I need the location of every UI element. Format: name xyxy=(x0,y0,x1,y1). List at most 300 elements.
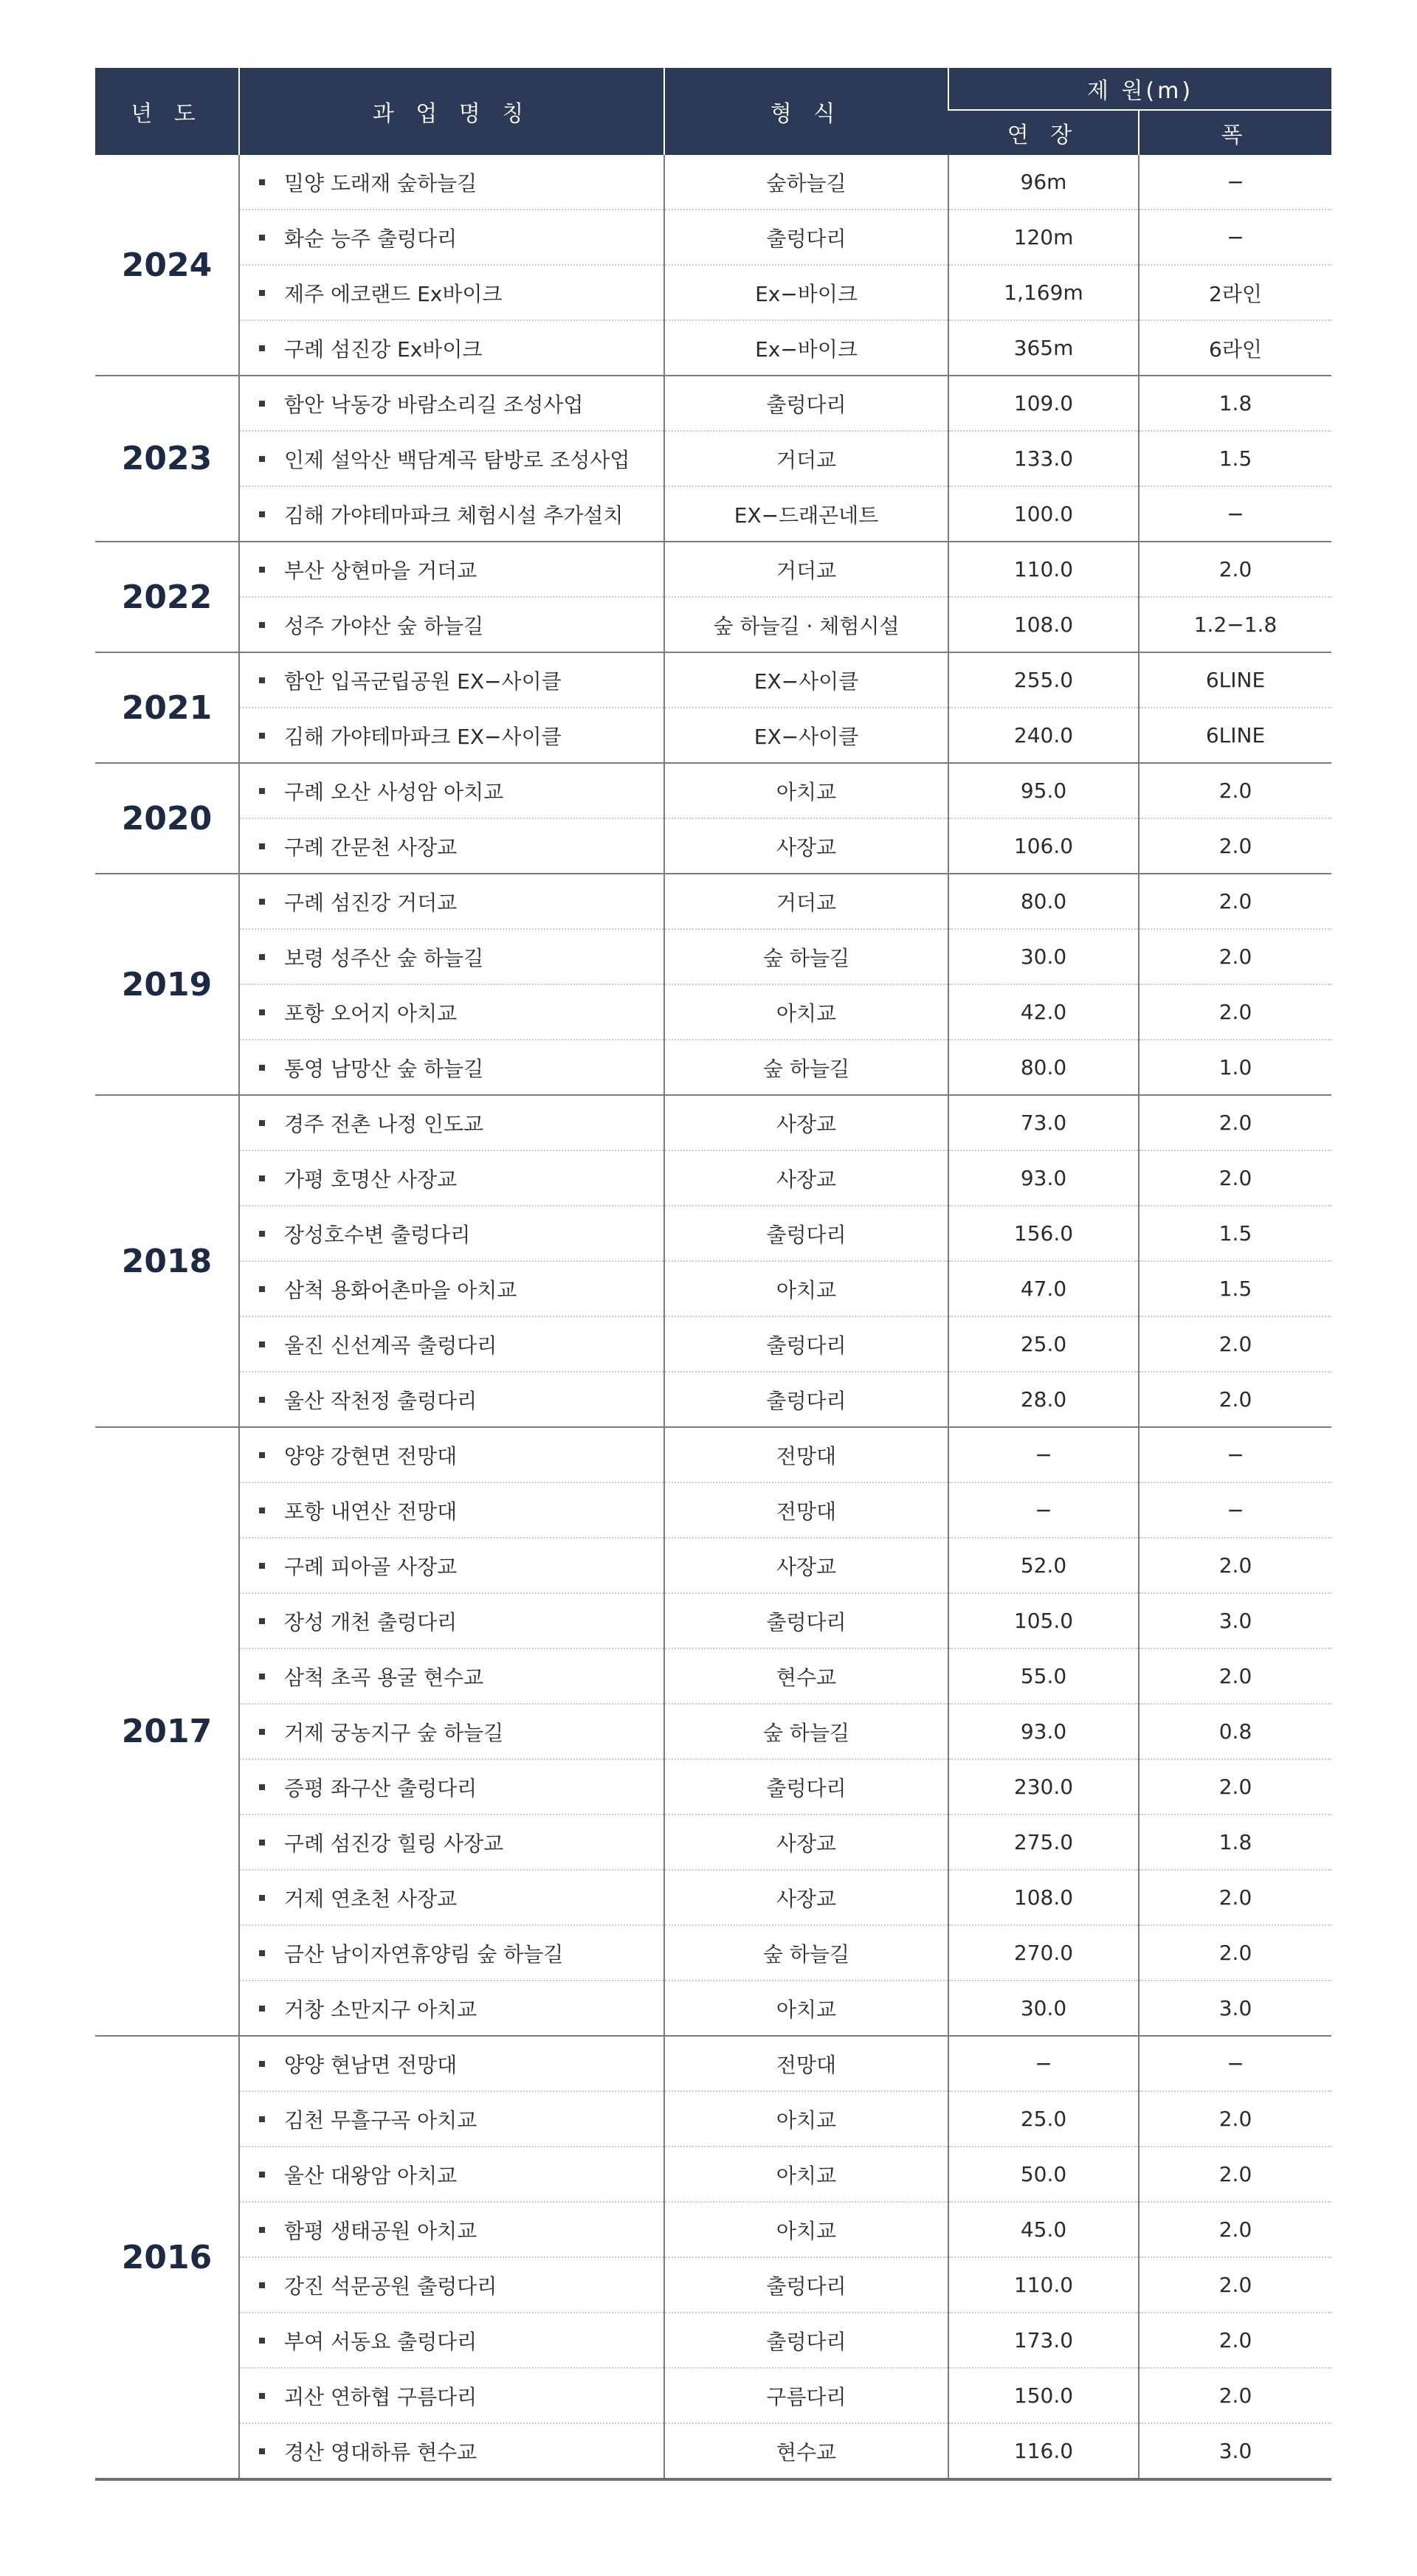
project-name: 밀양 도래재 숲하늘길 xyxy=(284,170,477,196)
bullet-icon xyxy=(259,1341,265,1347)
project-name-cell xyxy=(239,1648,664,1704)
project-name-cell xyxy=(239,2036,664,2091)
length-cell: 28.0 xyxy=(948,1372,1139,1427)
project-name: 제주 에코랜드 Ex바이크 xyxy=(284,281,503,306)
project-name: 양양 강현면 전망대 xyxy=(284,1443,458,1468)
width-cell: 6LINE xyxy=(1139,708,1331,763)
bullet-icon xyxy=(259,1452,265,1458)
project-name-cell xyxy=(239,2368,664,2423)
width-cell: − xyxy=(1139,1427,1331,1482)
length-cell: 133.0 xyxy=(948,431,1139,486)
length-cell: 93.0 xyxy=(948,1150,1139,1206)
project-name: 구례 섬진강 힐링 사장교 xyxy=(284,1831,504,1856)
width-cell: 2.0 xyxy=(1139,1316,1331,1372)
project-name-cell xyxy=(239,1704,664,1759)
width-cell: 2.0 xyxy=(1139,929,1331,984)
width-cell: 2.0 xyxy=(1139,2202,1331,2257)
type-cell: 전망대 xyxy=(664,2036,948,2091)
project-name-cell xyxy=(239,265,664,320)
length-cell: 96m xyxy=(948,155,1139,210)
type-cell: 숲하늘길 xyxy=(664,155,948,210)
table-row xyxy=(95,2423,1331,2479)
type-cell: 숲 하늘길 xyxy=(664,1040,948,1095)
project-name: 괴산 연하협 구름다리 xyxy=(284,2384,477,2409)
header-type: 형 식 xyxy=(664,68,948,155)
project-table xyxy=(95,68,1331,2479)
width-cell: − xyxy=(1139,1482,1331,1538)
year-cell: 2019 xyxy=(95,874,239,1095)
project-name: 함안 낙동강 바람소리길 조성사업 xyxy=(284,392,584,417)
project-name: 포항 내연산 전망대 xyxy=(284,1499,458,1524)
length-cell: 150.0 xyxy=(948,2368,1139,2423)
bullet-icon xyxy=(259,567,265,573)
table-row xyxy=(95,1206,1331,1261)
bullet-icon xyxy=(259,2448,265,2454)
type-cell: 아치교 xyxy=(664,1981,948,2036)
length-cell: 80.0 xyxy=(948,1040,1139,1095)
table-row xyxy=(95,1150,1331,1206)
table-row xyxy=(95,1040,1331,1095)
width-cell: 2.0 xyxy=(1139,542,1331,597)
project-name: 부산 상현마을 거더교 xyxy=(284,558,477,583)
width-cell: 2.0 xyxy=(1139,2257,1331,2313)
bullet-icon xyxy=(259,1120,265,1126)
width-cell: 2.0 xyxy=(1139,2313,1331,2368)
project-name-cell xyxy=(239,1814,664,1870)
length-cell: 108.0 xyxy=(948,597,1139,652)
project-name: 부여 서동요 출렁다리 xyxy=(284,2329,477,2354)
type-cell: Ex−바이크 xyxy=(664,320,948,376)
type-cell: 출렁다리 xyxy=(664,376,948,431)
width-cell: 1.0 xyxy=(1139,1040,1331,1095)
project-name-cell xyxy=(239,2091,664,2147)
bullet-icon xyxy=(259,456,265,462)
length-cell: 120m xyxy=(948,210,1139,265)
project-name-cell xyxy=(239,1538,664,1593)
project-name: 거창 소만지구 아치교 xyxy=(284,1997,477,2022)
type-cell: EX−사이클 xyxy=(664,652,948,708)
bullet-icon xyxy=(259,677,265,683)
length-cell: 270.0 xyxy=(948,1925,1139,1981)
length-cell: 108.0 xyxy=(948,1870,1139,1925)
bullet-icon xyxy=(259,2338,265,2344)
table-row xyxy=(95,708,1331,763)
length-cell: 156.0 xyxy=(948,1206,1139,1261)
length-cell: 106.0 xyxy=(948,818,1139,874)
bullet-icon xyxy=(259,843,265,849)
type-cell: EX−사이클 xyxy=(664,708,948,763)
type-cell: EX−드래곤네트 xyxy=(664,486,948,542)
project-name: 김해 가야테마파크 EX−사이클 xyxy=(284,724,562,749)
table-row xyxy=(95,486,1331,542)
length-cell: 47.0 xyxy=(948,1261,1139,1316)
bullet-icon xyxy=(259,1065,265,1071)
table-row xyxy=(95,320,1331,376)
length-cell: 30.0 xyxy=(948,929,1139,984)
project-name: 금산 남이자연휴양림 숲 하늘길 xyxy=(284,1941,564,1966)
project-name: 경산 영대하류 현수교 xyxy=(284,2439,477,2465)
project-name-cell xyxy=(239,320,664,376)
table-row xyxy=(95,155,1331,210)
project-name-cell xyxy=(239,2423,664,2479)
table-row xyxy=(95,2091,1331,2147)
bullet-icon xyxy=(259,1950,265,1956)
table-row xyxy=(95,2368,1331,2423)
project-name-cell xyxy=(239,1316,664,1372)
project-name-cell xyxy=(239,486,664,542)
width-cell: 1.5 xyxy=(1139,431,1331,486)
length-cell: 116.0 xyxy=(948,2423,1139,2479)
table-body xyxy=(95,155,1331,2479)
year-cell: 2024 xyxy=(95,155,239,376)
project-name-cell xyxy=(239,597,664,652)
bullet-icon xyxy=(259,1009,265,1015)
type-cell: 사장교 xyxy=(664,1814,948,1870)
type-cell: 아치교 xyxy=(664,2147,948,2202)
width-cell: 2.0 xyxy=(1139,1870,1331,1925)
type-cell: 거더교 xyxy=(664,431,948,486)
length-cell: − xyxy=(948,1427,1139,1482)
table-row xyxy=(95,1261,1331,1316)
bullet-icon xyxy=(259,1175,265,1181)
project-name: 포항 오어지 아치교 xyxy=(284,1001,458,1026)
bullet-icon xyxy=(259,2393,265,2399)
table-row xyxy=(95,1981,1331,2036)
table-row xyxy=(95,210,1331,265)
project-name: 구례 피아골 사장교 xyxy=(284,1554,458,1579)
type-cell: 사장교 xyxy=(664,818,948,874)
width-cell: 3.0 xyxy=(1139,1593,1331,1648)
project-name-cell xyxy=(239,376,664,431)
length-cell: 25.0 xyxy=(948,2091,1139,2147)
length-cell: 255.0 xyxy=(948,652,1139,708)
length-cell: 55.0 xyxy=(948,1648,1139,1704)
bullet-icon xyxy=(259,1674,265,1679)
table-row xyxy=(95,763,1331,818)
table-row xyxy=(95,1316,1331,1372)
project-name-cell xyxy=(239,1870,664,1925)
bullet-icon xyxy=(259,2282,265,2288)
project-name: 장성 개천 출렁다리 xyxy=(284,1609,458,1634)
project-name: 경주 전촌 나정 인도교 xyxy=(284,1111,484,1136)
project-name-cell xyxy=(239,1372,664,1427)
bullet-icon xyxy=(259,788,265,794)
project-name: 김해 가야테마파크 체험시설 추가설치 xyxy=(284,503,624,528)
bullet-icon xyxy=(259,1563,265,1569)
project-name: 김천 무흘구곡 아치교 xyxy=(284,2107,477,2133)
length-cell: 100.0 xyxy=(948,486,1139,542)
project-name: 장성호수변 출렁다리 xyxy=(284,1222,471,1247)
project-name: 거제 궁농지구 숲 하늘길 xyxy=(284,1720,504,1745)
table-row xyxy=(95,818,1331,874)
table-row xyxy=(95,2147,1331,2202)
project-name-cell xyxy=(239,1095,664,1150)
table-row xyxy=(95,2036,1331,2091)
header-length: 연 장 xyxy=(948,110,1139,155)
width-cell: 2.0 xyxy=(1139,1925,1331,1981)
width-cell: 1.5 xyxy=(1139,1206,1331,1261)
type-cell: 출렁다리 xyxy=(664,1593,948,1648)
length-cell: 80.0 xyxy=(948,874,1139,929)
type-cell: 사장교 xyxy=(664,1870,948,1925)
table-row xyxy=(95,1593,1331,1648)
bullet-icon xyxy=(259,1840,265,1845)
table-row xyxy=(95,874,1331,929)
length-cell: 173.0 xyxy=(948,2313,1139,2368)
type-cell: 현수교 xyxy=(664,1648,948,1704)
bullet-icon xyxy=(259,345,265,351)
width-cell: − xyxy=(1139,486,1331,542)
table-row xyxy=(95,2257,1331,2313)
width-cell: 1.8 xyxy=(1139,1814,1331,1870)
table-row xyxy=(95,376,1331,431)
type-cell: 출렁다리 xyxy=(664,1372,948,1427)
header-spec: 제 원(m) xyxy=(948,68,1331,110)
bullet-icon xyxy=(259,401,265,407)
bullet-icon xyxy=(259,1508,265,1513)
length-cell: 240.0 xyxy=(948,708,1139,763)
width-cell: 1.8 xyxy=(1139,376,1331,431)
bullet-icon xyxy=(259,2172,265,2178)
table-header xyxy=(95,68,1331,155)
width-cell: 2.0 xyxy=(1139,1538,1331,1593)
project-name-cell xyxy=(239,1482,664,1538)
width-cell: 1.5 xyxy=(1139,1261,1331,1316)
type-cell: 아치교 xyxy=(664,2091,948,2147)
type-cell: 아치교 xyxy=(664,1261,948,1316)
project-name-cell xyxy=(239,874,664,929)
length-cell: 45.0 xyxy=(948,2202,1139,2257)
type-cell: 전망대 xyxy=(664,1427,948,1482)
bullet-icon xyxy=(259,1231,265,1237)
project-name-cell xyxy=(239,708,664,763)
project-name: 거제 연초천 사장교 xyxy=(284,1886,458,1911)
table-row xyxy=(95,1648,1331,1704)
width-cell: − xyxy=(1139,155,1331,210)
project-name-cell xyxy=(239,763,664,818)
width-cell: 2.0 xyxy=(1139,1759,1331,1814)
project-name-cell xyxy=(239,1150,664,1206)
project-name-cell xyxy=(239,818,664,874)
table-row xyxy=(95,984,1331,1040)
bullet-icon xyxy=(259,622,265,628)
project-name: 화순 능주 출렁다리 xyxy=(284,226,458,251)
length-cell: 93.0 xyxy=(948,1704,1139,1759)
project-name-cell xyxy=(239,1981,664,2036)
length-cell: − xyxy=(948,2036,1139,2091)
width-cell: 2.0 xyxy=(1139,1095,1331,1150)
table-row xyxy=(95,1095,1331,1150)
bullet-icon xyxy=(259,1729,265,1735)
table-row xyxy=(95,1925,1331,1981)
year-cell: 2021 xyxy=(95,652,239,763)
width-cell: 2.0 xyxy=(1139,1150,1331,1206)
length-cell: 25.0 xyxy=(948,1316,1139,1372)
project-name-cell xyxy=(239,2313,664,2368)
width-cell: 0.8 xyxy=(1139,1704,1331,1759)
type-cell: 사장교 xyxy=(664,1538,948,1593)
table-row xyxy=(95,1704,1331,1759)
project-name-cell xyxy=(239,1593,664,1648)
project-name: 삼척 용화어촌마을 아치교 xyxy=(284,1277,517,1302)
project-name: 보령 성주산 숲 하늘길 xyxy=(284,945,484,970)
length-cell: 275.0 xyxy=(948,1814,1139,1870)
table-row xyxy=(95,1538,1331,1593)
bullet-icon xyxy=(259,1895,265,1901)
table-row xyxy=(95,1482,1331,1538)
width-cell: 2.0 xyxy=(1139,2147,1331,2202)
type-cell: Ex−바이크 xyxy=(664,265,948,320)
bullet-icon xyxy=(259,1286,265,1292)
length-cell: 110.0 xyxy=(948,542,1139,597)
year-cell: 2016 xyxy=(95,2036,239,2479)
project-name-cell xyxy=(239,2257,664,2313)
length-cell: 365m xyxy=(948,320,1139,376)
project-name: 구례 섬진강 거더교 xyxy=(284,890,458,915)
project-name: 인제 설악산 백담계곡 탐방로 조성사업 xyxy=(284,447,630,472)
project-name: 강진 석문공원 출렁다리 xyxy=(284,2273,497,2299)
project-name: 증평 좌구산 출렁다리 xyxy=(284,1775,477,1800)
length-cell: 42.0 xyxy=(948,984,1139,1040)
project-name: 함평 생태공원 아치교 xyxy=(284,2218,477,2243)
type-cell: 아치교 xyxy=(664,763,948,818)
width-cell: − xyxy=(1139,210,1331,265)
project-name-cell xyxy=(239,652,664,708)
project-name-cell xyxy=(239,1427,664,1482)
type-cell: 아치교 xyxy=(664,2202,948,2257)
project-name-cell xyxy=(239,210,664,265)
type-cell: 현수교 xyxy=(664,2423,948,2479)
project-name-cell xyxy=(239,1040,664,1095)
width-cell: 1.2−1.8 xyxy=(1139,597,1331,652)
header-width: 폭 xyxy=(1139,110,1331,155)
project-name: 성주 가야산 숲 하늘길 xyxy=(284,613,484,638)
table-row xyxy=(95,597,1331,652)
project-name-cell xyxy=(239,155,664,210)
type-cell: 출렁다리 xyxy=(664,1206,948,1261)
project-name-cell xyxy=(239,1261,664,1316)
table-row xyxy=(95,2313,1331,2368)
type-cell: 출렁다리 xyxy=(664,2313,948,2368)
project-name: 함안 입곡군립공원 EX−사이클 xyxy=(284,669,562,694)
project-name: 가평 호명산 사장교 xyxy=(284,1167,458,1192)
width-cell: 6LINE xyxy=(1139,652,1331,708)
project-name-cell xyxy=(239,929,664,984)
width-cell: 6라인 xyxy=(1139,320,1331,376)
type-cell: 숲 하늘길 xyxy=(664,1925,948,1981)
project-name: 삼척 초곡 용굴 현수교 xyxy=(284,1665,484,1690)
bottom-rule xyxy=(95,2478,1331,2481)
bullet-icon xyxy=(259,511,265,517)
bullet-icon xyxy=(259,2061,265,2067)
year-cell: 2022 xyxy=(95,542,239,652)
bullet-icon xyxy=(259,179,265,185)
width-cell: 2.0 xyxy=(1139,1648,1331,1704)
year-cell: 2020 xyxy=(95,763,239,874)
type-cell: 구름다리 xyxy=(664,2368,948,2423)
bullet-icon xyxy=(259,954,265,960)
type-cell: 아치교 xyxy=(664,984,948,1040)
type-cell: 거더교 xyxy=(664,874,948,929)
project-name: 울산 작천정 출렁다리 xyxy=(284,1388,477,1413)
type-cell: 사장교 xyxy=(664,1095,948,1150)
table-row xyxy=(95,431,1331,486)
project-name: 울산 대왕암 아치교 xyxy=(284,2163,458,2188)
width-cell: 2.0 xyxy=(1139,818,1331,874)
type-cell: 거더교 xyxy=(664,542,948,597)
width-cell: 2.0 xyxy=(1139,1372,1331,1427)
length-cell: 52.0 xyxy=(948,1538,1139,1593)
length-cell: 230.0 xyxy=(948,1759,1139,1814)
bullet-icon xyxy=(259,1618,265,1624)
project-name: 양양 현남면 전망대 xyxy=(284,2052,458,2077)
width-cell: − xyxy=(1139,2036,1331,2091)
bullet-icon xyxy=(259,1397,265,1403)
header-name: 과 업 명 칭 xyxy=(239,68,664,155)
table-row xyxy=(95,265,1331,320)
type-cell: 숲 하늘길 xyxy=(664,1704,948,1759)
type-cell: 숲 하늘길 xyxy=(664,929,948,984)
width-cell: 2.0 xyxy=(1139,874,1331,929)
project-name-cell xyxy=(239,2147,664,2202)
width-cell: 2라인 xyxy=(1139,265,1331,320)
length-cell: 109.0 xyxy=(948,376,1139,431)
header-year: 년 도 xyxy=(95,68,239,155)
width-cell: 3.0 xyxy=(1139,2423,1331,2479)
project-name-cell xyxy=(239,431,664,486)
length-cell: 73.0 xyxy=(948,1095,1139,1150)
type-cell: 전망대 xyxy=(664,1482,948,1538)
type-cell: 숲 하늘길 · 체험시설 xyxy=(664,597,948,652)
project-name-cell xyxy=(239,1759,664,1814)
table-row xyxy=(95,1814,1331,1870)
year-cell: 2023 xyxy=(95,376,239,542)
bullet-icon xyxy=(259,290,265,296)
project-table-container xyxy=(95,68,1331,2479)
table-row xyxy=(95,652,1331,708)
length-cell: 50.0 xyxy=(948,2147,1139,2202)
length-cell: 1,169m xyxy=(948,265,1139,320)
year-cell: 2018 xyxy=(95,1095,239,1427)
length-cell: 105.0 xyxy=(948,1593,1139,1648)
project-name-cell xyxy=(239,1925,664,1981)
width-cell: 2.0 xyxy=(1139,984,1331,1040)
length-cell: 30.0 xyxy=(948,1981,1139,2036)
project-name: 구례 간문천 사장교 xyxy=(284,835,458,860)
table-row xyxy=(95,1759,1331,1814)
table-row xyxy=(95,1372,1331,1427)
width-cell: 2.0 xyxy=(1139,763,1331,818)
project-name: 구례 섬진강 Ex바이크 xyxy=(284,336,483,362)
bullet-icon xyxy=(259,235,265,241)
table-row xyxy=(95,2202,1331,2257)
project-name-cell xyxy=(239,984,664,1040)
type-cell: 출렁다리 xyxy=(664,1759,948,1814)
table-row xyxy=(95,1427,1331,1482)
bullet-icon xyxy=(259,2006,265,2012)
type-cell: 출렁다리 xyxy=(664,210,948,265)
type-cell: 출렁다리 xyxy=(664,1316,948,1372)
project-name-cell xyxy=(239,1206,664,1261)
bullet-icon xyxy=(259,733,265,739)
bullet-icon xyxy=(259,1784,265,1790)
project-name: 구례 오산 사성암 아치교 xyxy=(284,779,504,804)
project-name: 통영 남망산 숲 하늘길 xyxy=(284,1056,484,1081)
width-cell: 2.0 xyxy=(1139,2091,1331,2147)
project-name-cell xyxy=(239,542,664,597)
project-name: 울진 신선계곡 출렁다리 xyxy=(284,1333,497,1358)
width-cell: 2.0 xyxy=(1139,2368,1331,2423)
